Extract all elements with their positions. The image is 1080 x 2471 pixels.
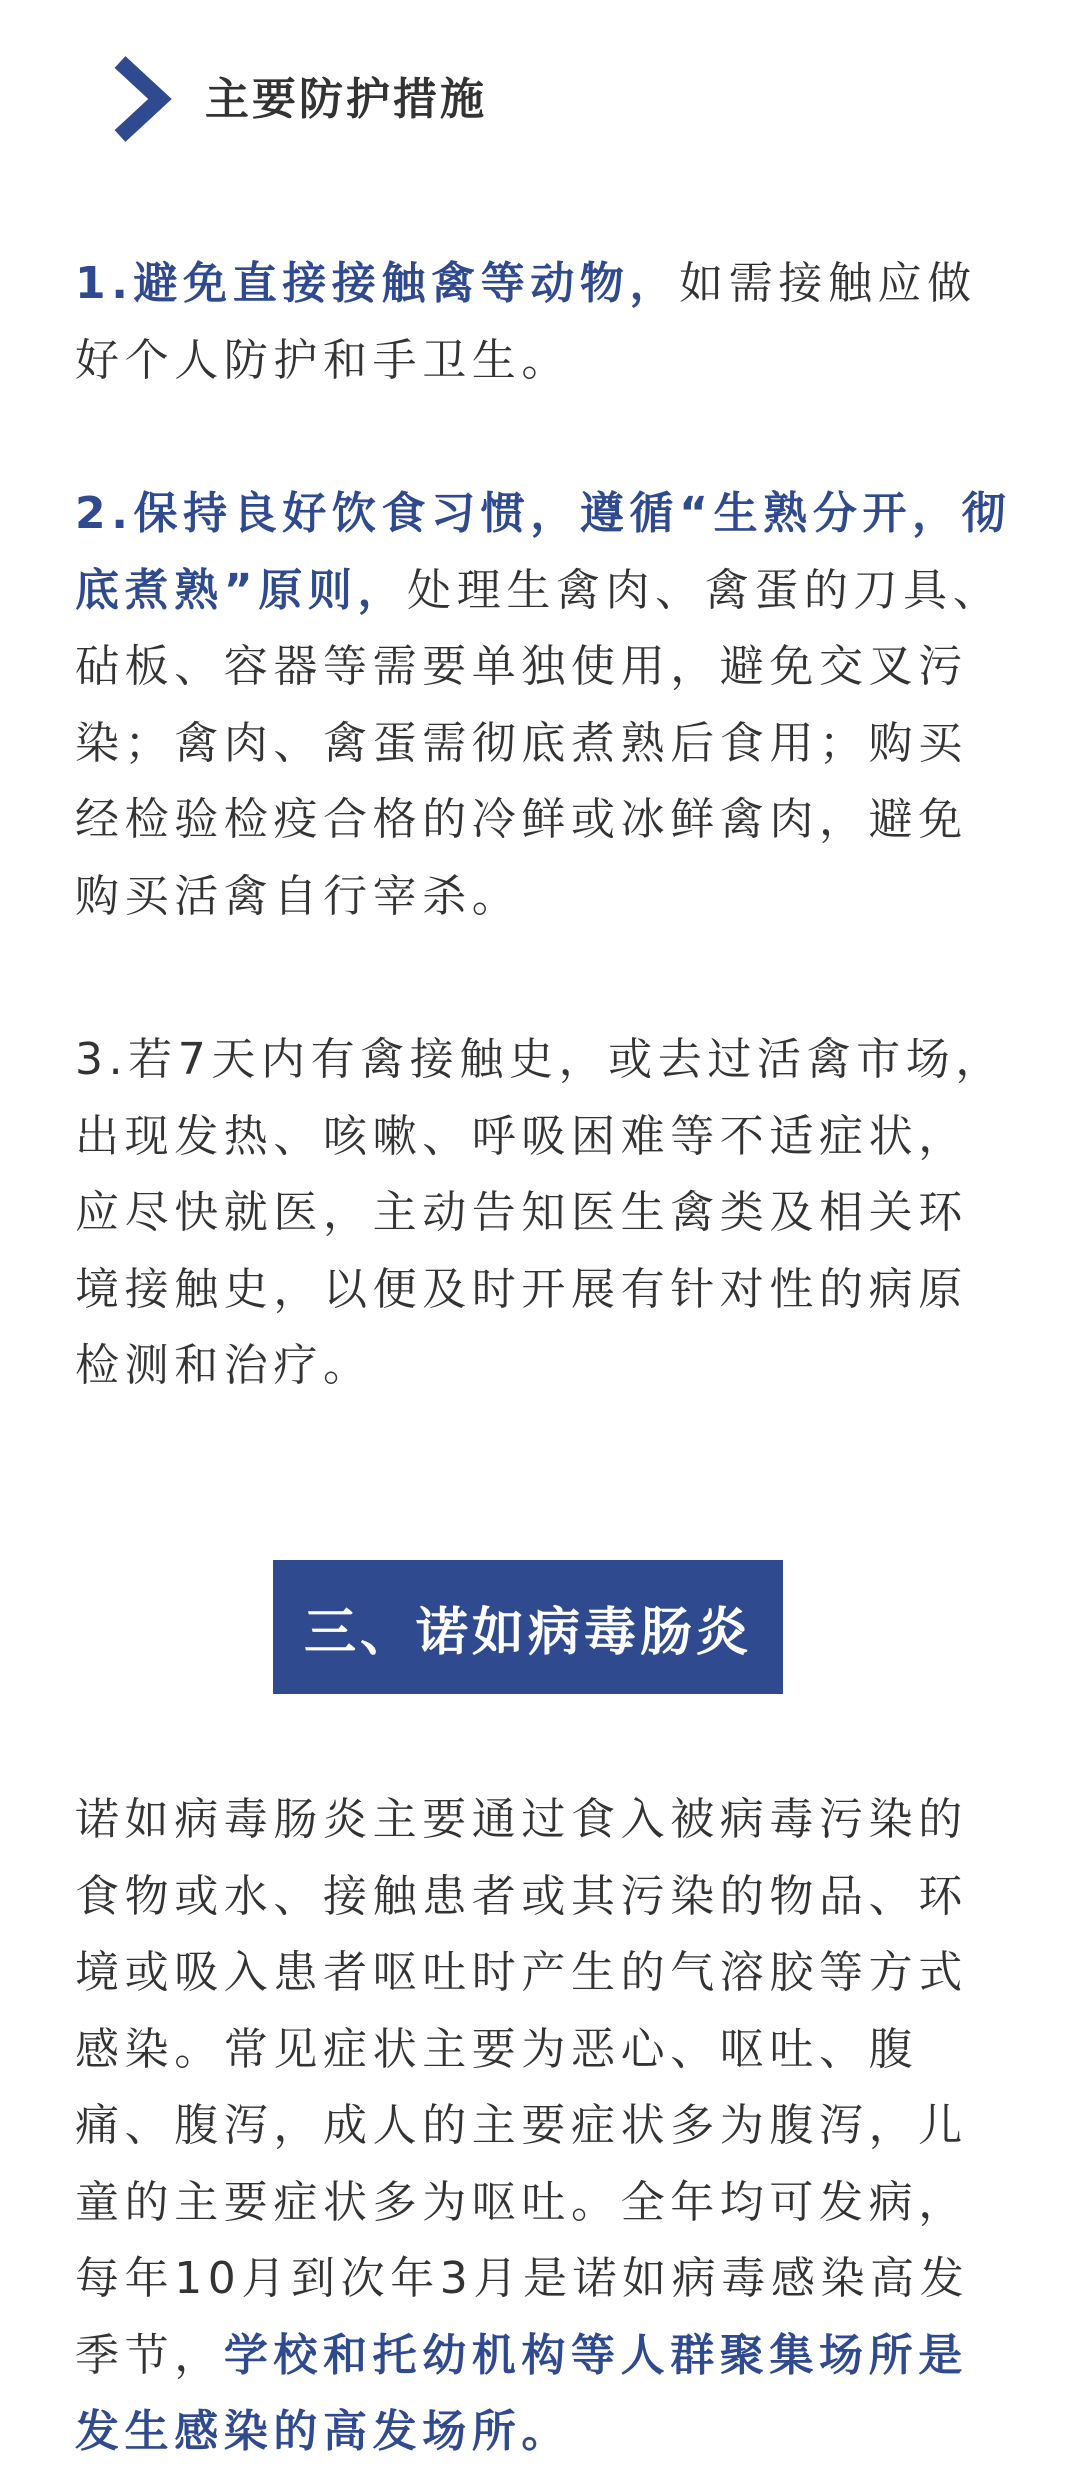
measure-2-text: 处理生禽肉、禽蛋的刀具、砧板、容器等需要单独使用，避免交叉污染；禽肉、禽蛋需彻底煮熟后食用；购买经检验检疫合格的冷鲜或冰鲜禽肉，避免购买活禽自行宰杀。 xyxy=(75,564,1003,922)
norovirus-highlight: 学校和托幼机构等人群聚集场所是发生感染的高发场所。 xyxy=(75,2329,968,2457)
measure-1-text: 如需接触应做好个人防护和手卫生。 xyxy=(75,258,977,386)
measure-1 xyxy=(75,246,1015,399)
section-banner xyxy=(273,1560,783,1694)
section-title: 主要防护措施 xyxy=(205,74,487,125)
chevron-right-icon xyxy=(106,54,176,144)
measure-1-highlight: 1.避免直接接触禽等动物， xyxy=(75,258,680,309)
measure-2-highlight: 2.保持良好饮食习惯，遵循“生熟分开，彻底煮熟”原则， xyxy=(75,488,1012,616)
banner-title: 三、诺如病毒肠炎 xyxy=(303,1602,752,1663)
norovirus-text: 诺如病毒肠炎主要通过食入被病毒污染的食物或水、接触患者或其污染的物品、环境或吸入患者呕吐时产生的气溶胶等方式感染。常见症状主要为恶心、呕吐、腹痛、腹泻，成人的主要症状多为腹泻，儿童的主要症状多为呕吐。全年均可发病，每年10月到次年3月是诺如病毒感染高发季节， xyxy=(75,1794,970,2381)
measure-3 xyxy=(75,1022,1015,1405)
section-header xyxy=(0,50,1080,160)
measure-3-text: 3.若7天内有禽接触史，或去过活禽市场，出现发热、咳嗽、呼吸困难等不适症状，应尽快就医，主动告知医生禽类及相关环境接触史，以便及时开展有针对性的病原检测和治疗。 xyxy=(75,1034,1005,1391)
measure-2 xyxy=(75,476,1015,935)
norovirus-paragraph xyxy=(75,1782,1015,2471)
